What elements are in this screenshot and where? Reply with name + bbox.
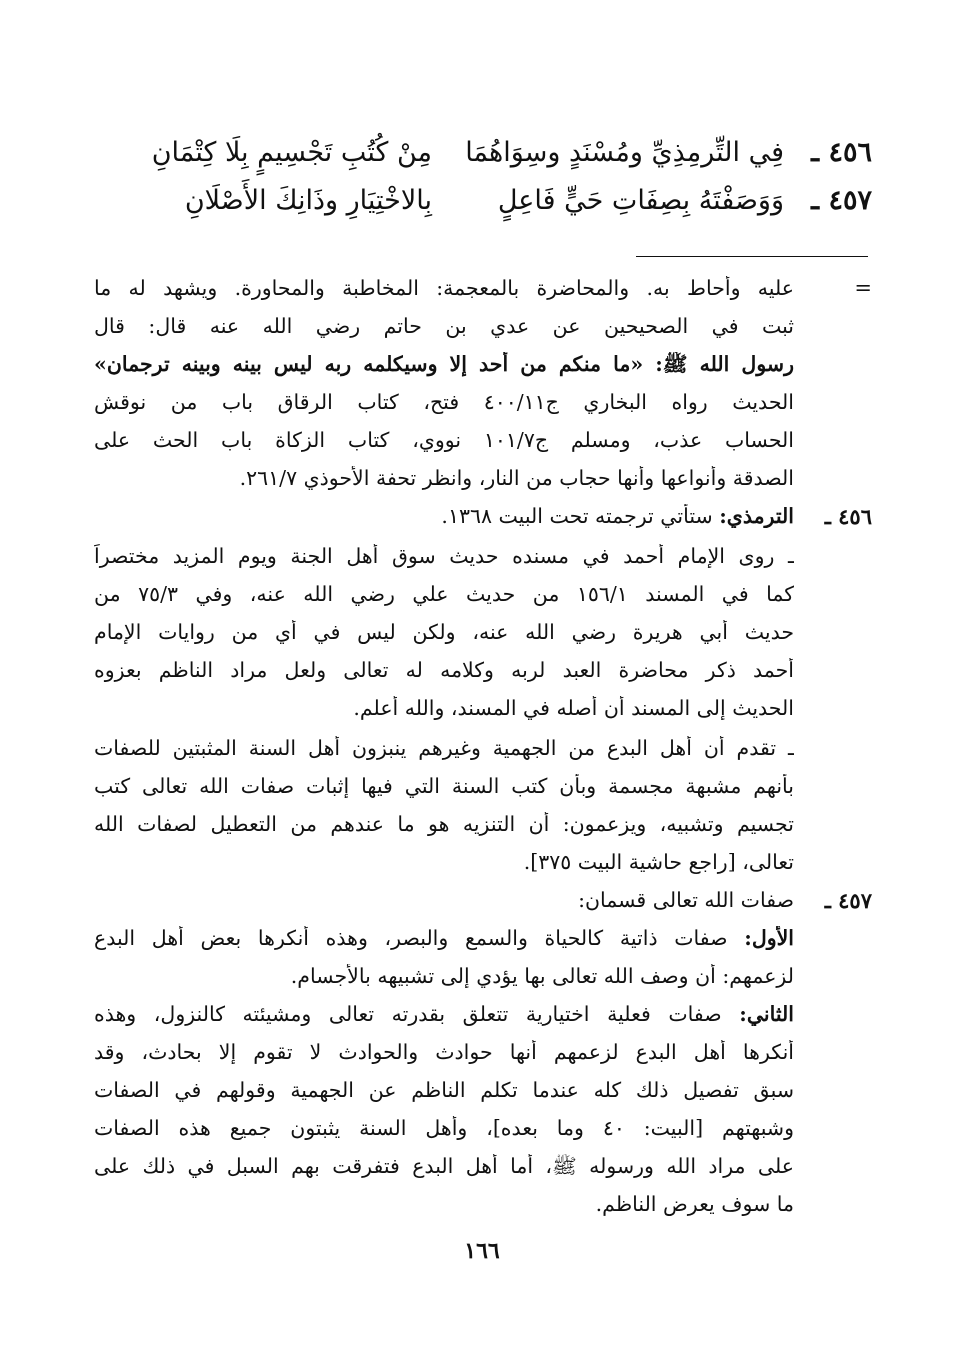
footnote-line: ما سوف يعرض الناظم.	[595, 1192, 794, 1216]
footnote-line: تجسيم وتشبيه، ويزعمون: أن التنزيه هو ما عندهم من التعطيل لصفات الله	[94, 812, 794, 836]
footnote-line: الصدقة وأنواعها وأنها حجاب من النار، وانظر تحفة الأحوذي ٢٦١/٧.	[239, 466, 794, 490]
footnote-line: الحديث رواه البخاري ج٤٠٠/١١ فتح، كتاب الرقاق باب من نوقش	[94, 390, 794, 414]
footnote-lead: الأول:	[744, 926, 794, 950]
footnote-number-457: ٤٥٧ ـ	[824, 888, 872, 913]
footnote-line: ثبت في الصحيحين عن عدي بن حاتم رضي الله عنه قال: قال	[94, 314, 794, 338]
footnote-line: ـ تقدم أن أهل البدع من الجهمية وغيرهم ينبزون أهل السنة المثبتين للصفات	[94, 736, 794, 760]
page-number: ١٦٦	[464, 1238, 500, 1264]
footnote-line: الحديث إلى المسند أن أصله في المسند، والله أعلم.	[353, 696, 794, 720]
footnote-457-first-line: صفات الله تعالى قسمان:	[578, 888, 794, 912]
verse-first-hemistich: وَوَصَفْتَهُ بِصِفَاتِ حَيٍّ فَاعِلٍ	[497, 185, 784, 216]
footnote-457-line	[94, 1002, 794, 1026]
footnote-text: صفات فعلية اختيارية تتعلق بقدرته تعالى ومشيئته كالنزول، وهذه	[94, 1002, 740, 1026]
footnote-line: تعالى، [راجع حاشية البيت ٣٧٥].	[523, 850, 794, 874]
footnote-lead: الترمذي:	[719, 504, 794, 528]
footnote-457-line	[94, 926, 794, 950]
footnote-line: سبق تفصيل ذلك كله عندما تكلم الناظم عن الجهمية وقولهم في الصفات	[94, 1078, 794, 1102]
footnote-separator	[636, 256, 868, 257]
footnote-text: صفات ذاتية كالحياة والسمع والبصر، وهذه أنكرها بعض أهل البدع	[94, 926, 745, 950]
footnote-number-456: ٤٥٦ ـ	[824, 504, 872, 529]
verse-457	[92, 178, 872, 224]
verse-second-hemistich: مِنْ كُتُبِ تَجْسِيمٍ بِلَا كِتْمَانِ	[151, 137, 432, 168]
footnote-line: وشبهتهم [البيت: ٤٠ وما بعده]، وأهل السنة يثبتون جميع هذه الصفات	[94, 1116, 794, 1140]
footnote-line: بأنهم مشبهة مجسمة وبأن كتب السنة التي فيها إثبات صفات الله تعالى كتب	[94, 774, 794, 798]
footnote-line: لزعمهم: أن وصف الله تعالى بها يؤدي إلى تشبيهه بالأجسام.	[290, 964, 794, 988]
footnote-line: كما في المسند ١٥٦/١ من حديث علي رضي الله عنه، وفي ٧٥/٣ من	[94, 582, 794, 606]
footnote-line: على مراد الله ورسوله ﷺ، أما أهل البدع فتفرقت بهم السبل في ذلك على	[94, 1154, 794, 1178]
verse-number: ٤٥٧ ـ	[811, 185, 872, 216]
footnote-text: ستأتي ترجمته تحت البيت ١٣٦٨.	[441, 504, 720, 528]
footnote-line: رسول الله ﷺ: «ما منكم من أحد إلا وسيكلمه ربه ليس بينه وبينه ترجمان»	[94, 352, 794, 376]
continuation-marker: =	[854, 276, 872, 300]
footnote-line: عليه وأحاط به. والمحاضرة بالمعجمة: المخاطبة والمحاورة. ويشهد له ما	[94, 276, 794, 300]
verse-first-hemistich: فِي التِّرمِذِيِّ ومُسْنَدٍ وسِوَاهُمَا	[465, 137, 784, 168]
verse-second-hemistich: بِالاخْتِيَارِ وذَانِكَ الأَصْلَانِ	[184, 185, 432, 216]
footnote-line: ـ روى الإمام أحمد في مسنده حديث سوق أهل الجنة ويوم المزيد مختصراً	[94, 544, 794, 568]
footnote-line: أحمد ذكر محاضرة العبد لربه وكلامه له تعالى ولعل مراد الناظم بعزوه	[94, 658, 794, 682]
footnote-line: أنكرها أهل البدع لزعمهم أنها حوادث والحوادث لا تقوم إلا بحادث، وقد	[94, 1040, 794, 1064]
verse-456	[92, 130, 872, 176]
verse-number: ٤٥٦ ـ	[811, 137, 872, 168]
footnote-line: الحساب عذب، ومسلم ج١٠١/٧ نووي، كتاب الزكاة باب الحث على	[94, 428, 794, 452]
footnote-456-first-line	[94, 504, 794, 528]
footnote-lead: الثاني:	[739, 1002, 794, 1026]
footnote-line: حديث أبي هريرة رضي الله عنه، ولكن ليس في أي من روايات الإمام	[94, 620, 794, 644]
